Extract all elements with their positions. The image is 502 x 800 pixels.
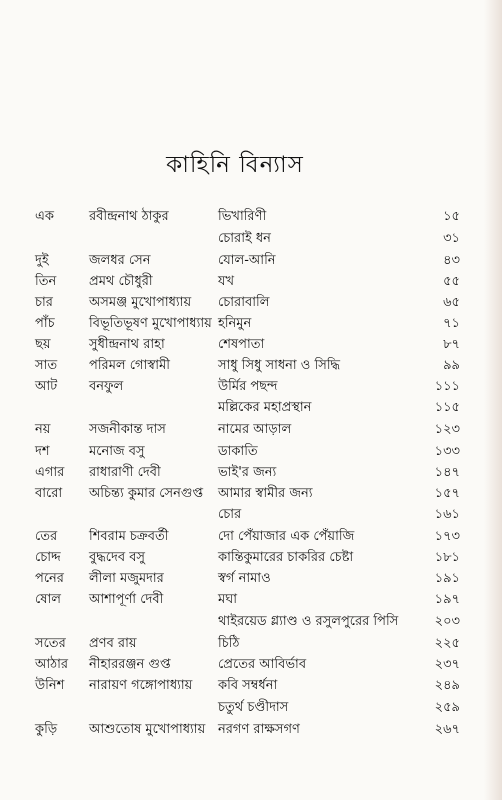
story-title: থাইরয়েড গ্ল্যাণ্ড ও রসুলপুরের পিসি (218, 614, 399, 629)
toc-row (0, 612, 460, 632)
author-name: অচিন্ত্য কুমার সেনগুপ্ত (89, 486, 204, 501)
entry-number: তিন (35, 274, 57, 289)
toc-row (0, 398, 460, 418)
story-title: আমার স্বামীর জন্য (218, 486, 313, 501)
page-number: ২২৫ (434, 636, 460, 651)
author-name: অসমঞ্জ মুখোপাধ্যায় (89, 295, 192, 310)
entry-number: বারো (35, 486, 63, 501)
toc-row (0, 207, 460, 227)
story-title: চোরাই ধন (218, 231, 271, 246)
entry-number: ছয় (35, 337, 51, 352)
page-number: ১৭৩ (434, 529, 460, 544)
toc-row (0, 505, 460, 525)
toc-row (0, 720, 460, 740)
toc-row (0, 527, 460, 547)
story-title: নরগণ রাক্ষসগণ (218, 722, 300, 737)
page-number: ১৮১ (434, 550, 460, 565)
toc-row (0, 293, 460, 313)
page-title: কাহিনি বিন্যাস (166, 152, 304, 178)
story-title: দো পেঁয়াজার এক পেঁয়াজি (218, 529, 355, 544)
page-number: ৭১ (443, 316, 460, 331)
author-name: বুদ্ধদেব বসু (89, 550, 146, 565)
page-number: ২০৩ (434, 614, 460, 629)
author-name: লীলা মজুমদার (89, 571, 164, 586)
author-name: আশুতোষ মুখোপাধ্যায় (89, 722, 206, 737)
toc-row (0, 569, 460, 589)
author-name: সজনীকান্ত দাস (89, 422, 166, 437)
page-number: ৩১ (443, 231, 460, 246)
page-number: ৪৩ (443, 253, 460, 268)
author-name: জলধর সেন (89, 253, 151, 268)
toc-row (0, 377, 460, 397)
story-title: মঘা (218, 592, 238, 607)
page-number: ৯৯ (443, 358, 460, 373)
page-number: ২৬৭ (434, 722, 460, 737)
author-name: নারায়ণ গঙ্গোপাধ্যায় (89, 678, 193, 693)
story-title: নামের আড়াল (218, 422, 292, 437)
entry-number: নয় (35, 422, 51, 437)
entry-number: তের (35, 529, 58, 544)
story-title: যখ (218, 274, 235, 289)
page-number: ২৩৭ (434, 657, 460, 672)
entry-number: এগার (35, 465, 65, 480)
story-title: চতুর্থ চণ্ডীদাস (218, 700, 289, 715)
author-name: সুধীন্দ্রনাথ রাহা (89, 337, 165, 352)
story-title: কান্তিকুমারের চাকরির চেষ্টা (218, 550, 354, 565)
author-name: শিবরাম চক্রবর্তী (89, 529, 169, 544)
page-number: ২৪৯ (434, 678, 460, 693)
story-title: উর্মির পছন্দ (218, 379, 278, 394)
author-name: মনোজ বসু (89, 444, 145, 459)
toc-row (0, 548, 460, 568)
page-number: ১৫ (443, 209, 460, 224)
author-name: বনফুল (89, 379, 124, 394)
author-name: প্রমথ চৌধুরী (89, 274, 153, 289)
page-number: ১৬১ (434, 507, 460, 522)
entry-number: চার (35, 295, 53, 310)
toc-row (0, 251, 460, 271)
toc-row (0, 634, 460, 654)
entry-number: আট (35, 379, 58, 394)
story-title: সাধু সিধু সাধনা ও সিদ্ধি (218, 358, 341, 373)
toc-row (0, 229, 460, 249)
toc-row (0, 484, 460, 504)
story-title: ভাই'র জন্য (218, 465, 277, 480)
page-number: ১১১ (434, 379, 460, 394)
toc-row (0, 655, 460, 675)
toc-row (0, 314, 460, 334)
story-title: ভিখারিণী (218, 209, 267, 224)
entry-number: আঠার (35, 657, 69, 672)
toc-row (0, 356, 460, 376)
page-number: ১১৫ (434, 400, 460, 415)
page-number: ২৫৯ (434, 700, 460, 715)
story-title: চোরাবালি (218, 295, 270, 310)
toc-row (0, 676, 460, 696)
author-name: রাধারাণী দেবী (89, 465, 161, 480)
story-title: শেষপাতা (218, 337, 265, 352)
toc-row (0, 420, 460, 440)
page-number: ৮৭ (443, 337, 460, 352)
author-name: বিভূতিভূষণ মুখোপাধ্যায় (89, 316, 212, 331)
page-number: ১৪৭ (434, 465, 460, 480)
page-number: ১৩৩ (434, 444, 460, 459)
story-title: যোল-আনি (218, 253, 276, 268)
page-number: ৬৫ (443, 295, 460, 310)
page-number: ৫৫ (443, 274, 460, 289)
entry-number: দুই (35, 253, 49, 268)
entry-number: ষোল (35, 592, 61, 607)
author-name: প্রণব রায় (89, 636, 137, 651)
author-name: পরিমল গোস্বামী (89, 358, 170, 373)
toc-row (0, 698, 460, 718)
page-number: ১৫৭ (434, 486, 460, 501)
page-number: ১২৩ (434, 422, 460, 437)
author-name: নীহাররঞ্জন গুপ্ত (89, 657, 171, 672)
entry-number: উনিশ (35, 678, 65, 693)
story-title: চোর (218, 507, 242, 522)
story-title: হনিমুন (218, 316, 252, 331)
page-number: ১৯৭ (434, 592, 460, 607)
story-title: স্বর্গ নামাও (218, 571, 271, 586)
entry-number: পাঁচ (35, 316, 55, 331)
entry-number: দশ (35, 444, 50, 459)
page-number: ১৯১ (434, 571, 460, 586)
toc-row (0, 272, 460, 292)
entry-number: সাত (35, 358, 58, 373)
story-title: প্রেতের আবির্ভাব (218, 657, 307, 672)
entry-number: পনের (35, 571, 64, 586)
toc-row (0, 335, 460, 355)
story-title: কবি সম্বর্ধনা (218, 678, 278, 693)
entry-number: এক (35, 209, 54, 224)
author-name: আশাপূর্ণা দেবী (89, 592, 164, 607)
entry-number: সতের (35, 636, 66, 651)
toc-row (0, 463, 460, 483)
entry-number: কুড়ি (35, 722, 58, 737)
story-title: ডাকাতি (218, 444, 258, 459)
entry-number: চোদ্দ (35, 550, 61, 565)
story-title: চিঠি (218, 636, 240, 651)
author-name: রবীন্দ্রনাথ ঠাকুর (89, 209, 169, 224)
toc-row (0, 590, 460, 610)
story-title: মল্লিকের মহাপ্রস্থান (218, 400, 312, 415)
toc-row (0, 442, 460, 462)
